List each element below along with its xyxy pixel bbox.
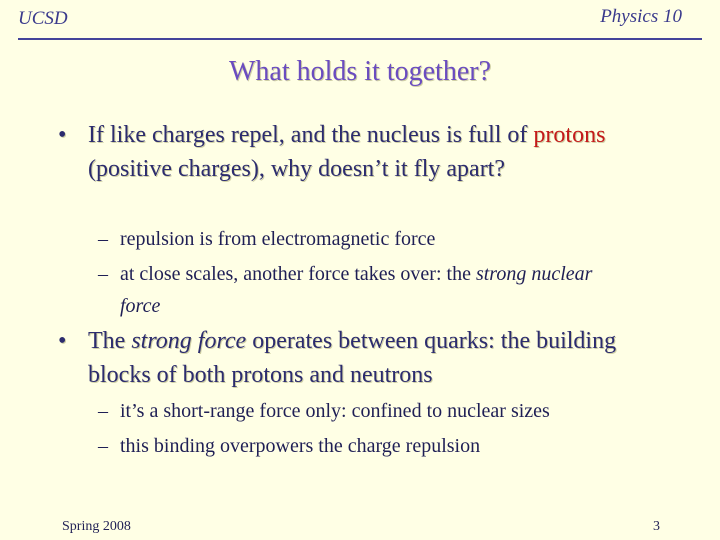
header-right: Physics 10 [600,6,682,27]
sub-bullet-text: this binding overpowers the charge repulsion [120,435,481,457]
strong-force-italic: strong force [131,328,247,354]
bullet-2-text: The strong force operates between quarks: the building blocks of both protons and neutrons [88,328,617,388]
dash-marker: – [98,435,108,457]
sub-bullet-2-2 [98,430,628,462]
page-number: 3 [653,519,660,534]
protons-highlight: protons [533,122,606,148]
slide-title: What holds it together? [228,56,492,87]
sub-bullet-1-1 [98,223,628,255]
sub-bullet-text: it’s a short-range force only: confined to nuclear sizes [120,400,550,422]
dash-marker: – [98,263,108,285]
header-rule [18,38,702,40]
sub-bullet-text: repulsion is from electromagnetic force [120,228,436,250]
sub-bullet-1-2 [98,258,628,322]
bullet-1-text: If like charges repel, and the nucleus is full of protons (positive charges), why doesn’t it fly apart? [88,122,606,182]
sub-bullet-text: at close scales, another force takes over: the strong nuclear force [120,263,593,317]
dash-marker: – [98,228,108,250]
bullet-1 [58,118,638,186]
bullet-marker: • [58,328,67,354]
sub-bullet-2-1 [98,395,628,427]
bullet-marker: • [58,122,67,148]
footer-date: Spring 2008 [62,519,131,534]
dash-marker: – [98,400,108,422]
strong-nuclear-force-italic: strong nuclear force [120,263,593,317]
bullet-2 [58,324,638,392]
header-left: UCSD [18,8,68,29]
